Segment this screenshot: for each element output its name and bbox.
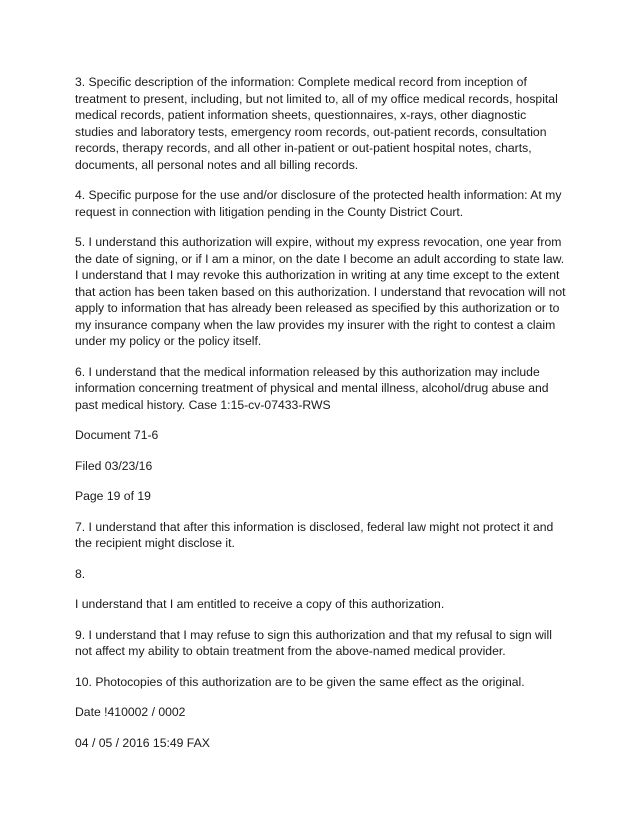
paragraph-item-4-purpose: 4. Specific purpose for the use and/or disclosure of the protected health information: At my request in connection with litigation pending in the County District Court. — [75, 188, 562, 219]
paragraph-item-3-description: 3. Specific description of the information: Complete medical record from inception of treatment to present, including, but not limited to, all of my office medical records, hospital medical records, patient information sheets, questionnaires, x-rays, other diagnostic studies and laboratory tests, emergency room records, out-patient records, consultation records, therapy records, and all other in-patient or out-patient hospital notes, charts, documents, all personal notes and all billing records. — [75, 75, 558, 172]
paragraph-item-6-medical-information: 6. I understand that the medical information released by this authorization may include information concerning treatment of physical and mental illness, alcohol/drug abuse and past medical history. Case 1:15-cv-07433-RWS — [75, 364, 549, 412]
fax-timestamp: 04 / 05 / 2016 15:49 FAX — [75, 735, 210, 750]
paragraph-item-8-number: 8. — [75, 566, 86, 581]
paragraph-item-5-expiration: 5. I understand this authorization will expire, without my express revocation, one year from the date of signing, or if I am a minor, on the date I become an adult according to state law. I understand that I may revoke this authorization in writing at any time except to the extent that action has been taken based on this authorization. I understand that revocation will not apply to information that has already been released as specified by this authorization or to my insurance company when the law provides my insurer with the right to contest a claim under my policy or the policy itself. — [75, 235, 566, 348]
document-number: Document 71-6 — [75, 428, 159, 442]
paragraph-item-9-refusal: 9. I understand that I may refuse to sign this authorization and that my refusal to sign will not affect my ability to obtain treatment from the above-named medical provider. — [75, 627, 552, 658]
paragraph-item-7-disclosure: 7. I understand that after this information is disclosed, federal law might not protect it and the recipient might disclose it. — [75, 519, 554, 550]
paragraph-item-10-photocopies: 10. Photocopies of this authorization are to be given the same effect as the original. — [75, 674, 525, 689]
page-number: Page 19 of 19 — [75, 489, 151, 503]
document-page — [75, 74, 567, 765]
paragraph-item-8-copy: I understand that I am entitled to receive a copy of this authorization. — [75, 597, 445, 611]
date-line: Date !410002 / 0002 — [75, 705, 186, 719]
filed-date: Filed 03/23/16 — [75, 458, 153, 473]
